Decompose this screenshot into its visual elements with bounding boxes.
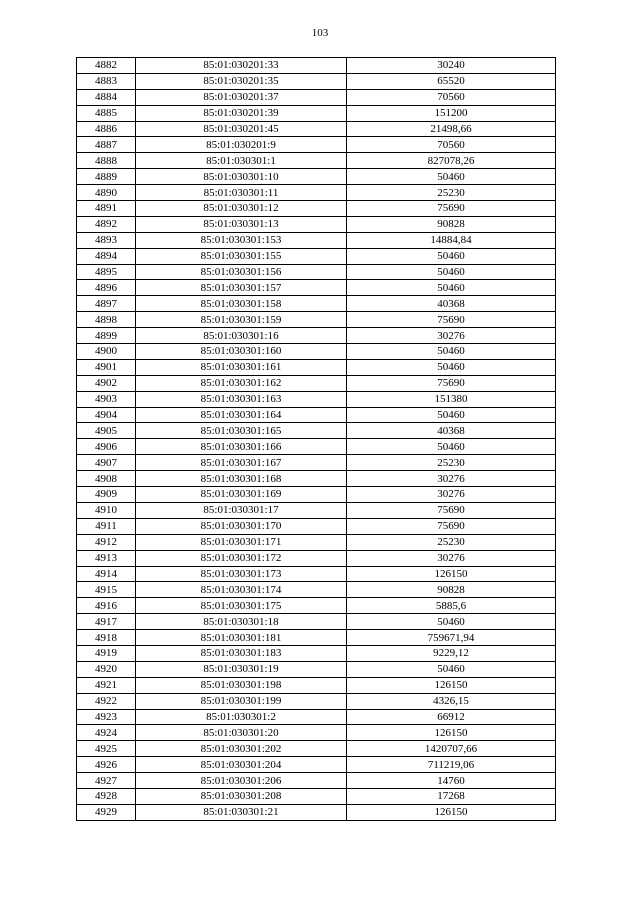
cadastral-number-cell: 85:01:030301:159 (136, 312, 347, 328)
value-cell: 25230 (347, 185, 556, 201)
value-cell: 75690 (347, 502, 556, 518)
value-cell: 4326,15 (347, 693, 556, 709)
value-cell: 151200 (347, 105, 556, 121)
cadastral-number-cell: 85:01:030301:155 (136, 248, 347, 264)
row-number-cell: 4919 (77, 645, 136, 661)
table-row (77, 105, 556, 121)
row-number-cell: 4885 (77, 105, 136, 121)
table-row (77, 534, 556, 550)
table-row (77, 328, 556, 344)
page-number: 103 (311, 27, 329, 39)
value-cell: 40368 (347, 423, 556, 439)
row-number-cell: 4918 (77, 630, 136, 646)
cadastral-number-cell: 85:01:030301:175 (136, 598, 347, 614)
table-row (77, 566, 556, 582)
value-cell: 711219,06 (347, 757, 556, 773)
row-number-cell: 4902 (77, 375, 136, 391)
cadastral-number-cell: 85:01:030201:37 (136, 89, 347, 105)
table-row (77, 153, 556, 169)
value-cell: 50460 (347, 264, 556, 280)
table-row (77, 439, 556, 455)
value-cell: 50460 (347, 439, 556, 455)
row-number-cell: 4906 (77, 439, 136, 455)
table-row (77, 169, 556, 185)
table-row (77, 550, 556, 566)
table-row (77, 423, 556, 439)
value-cell: 70560 (347, 89, 556, 105)
row-number-cell: 4893 (77, 232, 136, 248)
cadastral-number-cell: 85:01:030301:2 (136, 709, 347, 725)
cadastral-number-cell: 85:01:030201:35 (136, 73, 347, 89)
row-number-cell: 4924 (77, 725, 136, 741)
row-number-cell: 4889 (77, 169, 136, 185)
cadastral-number-cell: 85:01:030301:156 (136, 264, 347, 280)
row-number-cell: 4911 (77, 518, 136, 534)
cadastral-number-cell: 85:01:030201:45 (136, 121, 347, 137)
cadastral-number-cell: 85:01:030301:183 (136, 645, 347, 661)
value-cell: 65520 (347, 73, 556, 89)
value-cell: 9229,12 (347, 645, 556, 661)
table-row (77, 645, 556, 661)
row-number-cell: 4894 (77, 248, 136, 264)
row-number-cell: 4895 (77, 264, 136, 280)
cadastral-number-cell: 85:01:030301:21 (136, 804, 347, 820)
cadastral-number-cell: 85:01:030301:206 (136, 773, 347, 789)
value-cell: 14884,84 (347, 232, 556, 248)
cadastral-number-cell: 85:01:030301:170 (136, 518, 347, 534)
table-row (77, 58, 556, 74)
row-number-cell: 4888 (77, 153, 136, 169)
value-cell: 126150 (347, 804, 556, 820)
value-cell: 30240 (347, 58, 556, 74)
table-row (77, 661, 556, 677)
table-row (77, 359, 556, 375)
value-cell: 5885,6 (347, 598, 556, 614)
cadastral-number-cell: 85:01:030301:11 (136, 185, 347, 201)
table-row (77, 502, 556, 518)
cadastral-number-cell: 85:01:030301:202 (136, 741, 347, 757)
table-row (77, 630, 556, 646)
table-row (77, 89, 556, 105)
row-number-cell: 4905 (77, 423, 136, 439)
cadastral-number-cell: 85:01:030301:160 (136, 344, 347, 360)
row-number-cell: 4908 (77, 471, 136, 487)
cadastral-number-cell: 85:01:030301:153 (136, 232, 347, 248)
value-cell: 40368 (347, 296, 556, 312)
table-row (77, 201, 556, 217)
row-number-cell: 4910 (77, 502, 136, 518)
cadastral-number-cell: 85:01:030201:33 (136, 58, 347, 74)
value-cell: 30276 (347, 328, 556, 344)
cadastral-number-cell: 85:01:030301:167 (136, 455, 347, 471)
cadastral-number-cell: 85:01:030301:164 (136, 407, 347, 423)
table-row (77, 487, 556, 503)
value-cell: 90828 (347, 216, 556, 232)
table-body (77, 58, 556, 821)
row-number-cell: 4916 (77, 598, 136, 614)
table-row (77, 709, 556, 725)
value-cell: 75690 (347, 312, 556, 328)
row-number-cell: 4907 (77, 455, 136, 471)
row-number-cell: 4896 (77, 280, 136, 296)
cadastral-number-cell: 85:01:030301:12 (136, 201, 347, 217)
table-row (77, 471, 556, 487)
table-row (77, 121, 556, 137)
row-number-cell: 4904 (77, 407, 136, 423)
row-number-cell: 4909 (77, 487, 136, 503)
value-cell: 50460 (347, 614, 556, 630)
row-number-cell: 4928 (77, 788, 136, 804)
value-cell: 1420707,66 (347, 741, 556, 757)
table-row (77, 693, 556, 709)
table-row (77, 582, 556, 598)
cadastral-number-cell: 85:01:030301:17 (136, 502, 347, 518)
value-cell: 30276 (347, 550, 556, 566)
cadastral-number-cell: 85:01:030301:13 (136, 216, 347, 232)
row-number-cell: 4920 (77, 661, 136, 677)
row-number-cell: 4922 (77, 693, 136, 709)
row-number-cell: 4883 (77, 73, 136, 89)
row-number-cell: 4886 (77, 121, 136, 137)
cadastral-number-cell: 85:01:030301:181 (136, 630, 347, 646)
row-number-cell: 4926 (77, 757, 136, 773)
row-number-cell: 4925 (77, 741, 136, 757)
value-cell: 75690 (347, 518, 556, 534)
cadastral-number-cell: 85:01:030201:9 (136, 137, 347, 153)
value-cell: 50460 (347, 661, 556, 677)
value-cell: 17268 (347, 788, 556, 804)
table-row (77, 73, 556, 89)
table-row (77, 741, 556, 757)
row-number-cell: 4929 (77, 804, 136, 820)
cadastral-number-cell: 85:01:030301:174 (136, 582, 347, 598)
row-number-cell: 4914 (77, 566, 136, 582)
table-row (77, 788, 556, 804)
cadastral-number-cell: 85:01:030301:173 (136, 566, 347, 582)
cadastral-number-cell: 85:01:030301:172 (136, 550, 347, 566)
table-row (77, 264, 556, 280)
value-cell: 50460 (347, 280, 556, 296)
row-number-cell: 4913 (77, 550, 136, 566)
table-row (77, 773, 556, 789)
row-number-cell: 4899 (77, 328, 136, 344)
value-cell: 50460 (347, 169, 556, 185)
value-cell: 759671,94 (347, 630, 556, 646)
table-row (77, 312, 556, 328)
row-number-cell: 4917 (77, 614, 136, 630)
cadastral-number-cell: 85:01:030301:208 (136, 788, 347, 804)
table-row (77, 137, 556, 153)
table-row (77, 598, 556, 614)
cadastral-number-cell: 85:01:030301:198 (136, 677, 347, 693)
cadastral-number-cell: 85:01:030301:1 (136, 153, 347, 169)
table-row (77, 455, 556, 471)
table-row (77, 296, 556, 312)
cadastral-number-cell: 85:01:030201:39 (136, 105, 347, 121)
value-cell: 126150 (347, 566, 556, 582)
cadastral-number-cell: 85:01:030301:165 (136, 423, 347, 439)
row-number-cell: 4903 (77, 391, 136, 407)
table-row (77, 216, 556, 232)
cadastral-number-cell: 85:01:030301:171 (136, 534, 347, 550)
cadastral-number-cell: 85:01:030301:162 (136, 375, 347, 391)
value-cell: 66912 (347, 709, 556, 725)
value-cell: 25230 (347, 534, 556, 550)
value-cell: 126150 (347, 677, 556, 693)
cadastral-number-cell: 85:01:030301:18 (136, 614, 347, 630)
value-cell: 90828 (347, 582, 556, 598)
row-number-cell: 4900 (77, 344, 136, 360)
value-cell: 75690 (347, 375, 556, 391)
cadastral-number-cell: 85:01:030301:163 (136, 391, 347, 407)
cadastral-number-cell: 85:01:030301:10 (136, 169, 347, 185)
table-row (77, 518, 556, 534)
cadastral-number-cell: 85:01:030301:204 (136, 757, 347, 773)
table-row (77, 407, 556, 423)
value-cell: 70560 (347, 137, 556, 153)
row-number-cell: 4897 (77, 296, 136, 312)
cadastral-number-cell: 85:01:030301:16 (136, 328, 347, 344)
table-row (77, 614, 556, 630)
value-cell: 14760 (347, 773, 556, 789)
value-cell: 50460 (347, 407, 556, 423)
row-number-cell: 4892 (77, 216, 136, 232)
cadastral-number-cell: 85:01:030301:199 (136, 693, 347, 709)
row-number-cell: 4890 (77, 185, 136, 201)
table-row (77, 232, 556, 248)
table-row (77, 757, 556, 773)
cadastral-number-cell: 85:01:030301:20 (136, 725, 347, 741)
row-number-cell: 4921 (77, 677, 136, 693)
row-number-cell: 4898 (77, 312, 136, 328)
table-row (77, 804, 556, 820)
value-cell: 827078,26 (347, 153, 556, 169)
cadastral-number-cell: 85:01:030301:166 (136, 439, 347, 455)
value-cell: 151380 (347, 391, 556, 407)
table-row (77, 280, 556, 296)
row-number-cell: 4884 (77, 89, 136, 105)
cadastral-number-cell: 85:01:030301:157 (136, 280, 347, 296)
cadastral-number-cell: 85:01:030301:161 (136, 359, 347, 375)
value-cell: 30276 (347, 471, 556, 487)
table-row (77, 185, 556, 201)
value-cell: 75690 (347, 201, 556, 217)
cadastral-number-cell: 85:01:030301:158 (136, 296, 347, 312)
value-cell: 126150 (347, 725, 556, 741)
value-cell: 25230 (347, 455, 556, 471)
cadastral-number-cell: 85:01:030301:169 (136, 487, 347, 503)
cadastral-number-cell: 85:01:030301:168 (136, 471, 347, 487)
row-number-cell: 4882 (77, 58, 136, 74)
row-number-cell: 4912 (77, 534, 136, 550)
row-number-cell: 4901 (77, 359, 136, 375)
table-row (77, 248, 556, 264)
row-number-cell: 4887 (77, 137, 136, 153)
table-row (77, 344, 556, 360)
row-number-cell: 4915 (77, 582, 136, 598)
value-cell: 21498,66 (347, 121, 556, 137)
cadastral-number-cell: 85:01:030301:19 (136, 661, 347, 677)
value-cell: 50460 (347, 344, 556, 360)
data-table (76, 57, 556, 821)
table-row (77, 725, 556, 741)
table-row (77, 677, 556, 693)
table-row (77, 375, 556, 391)
row-number-cell: 4891 (77, 201, 136, 217)
value-cell: 30276 (347, 487, 556, 503)
row-number-cell: 4927 (77, 773, 136, 789)
table-row (77, 391, 556, 407)
value-cell: 50460 (347, 359, 556, 375)
row-number-cell: 4923 (77, 709, 136, 725)
value-cell: 50460 (347, 248, 556, 264)
